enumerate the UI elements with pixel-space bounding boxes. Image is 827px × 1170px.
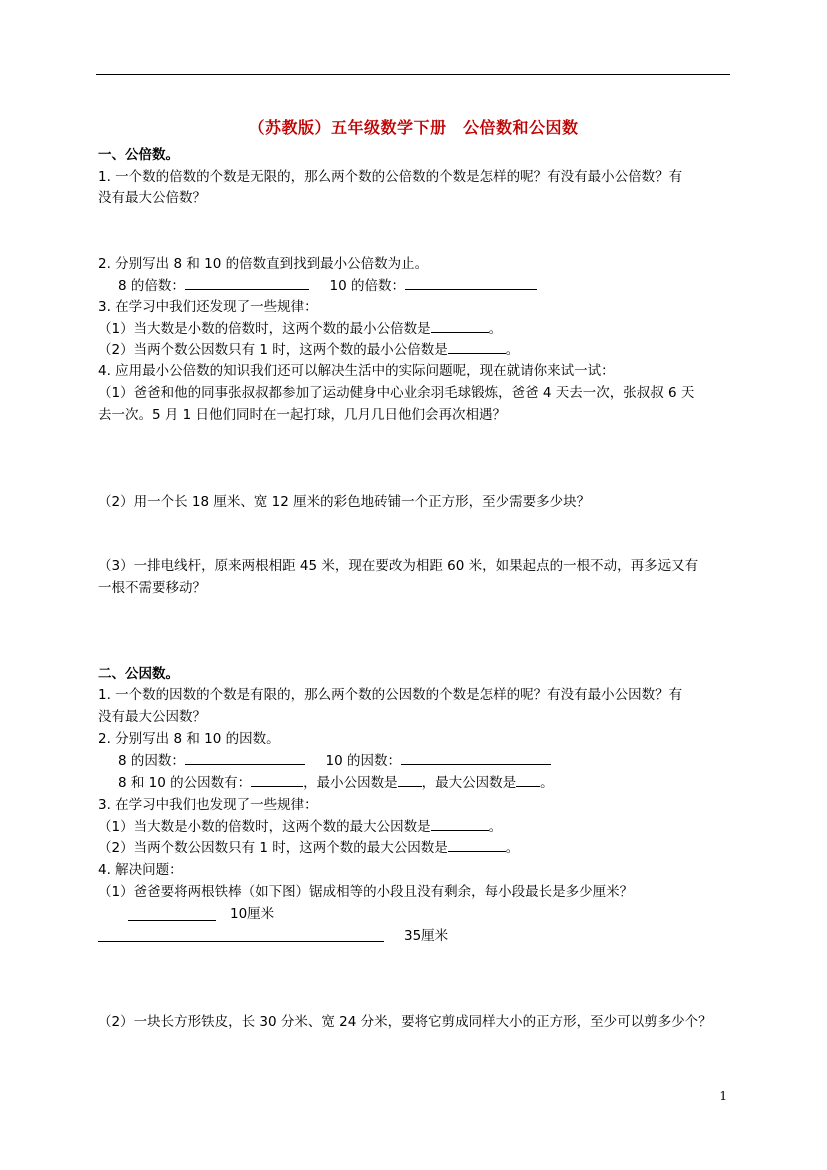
factors-of-10-blank[interactable] (401, 752, 551, 765)
sec2-q3-rule1 (98, 818, 502, 836)
sec1-q3: 3. 在学习中我们还发现了一些规律： (98, 299, 318, 315)
max-common-factor-label: ，最大公因数是 (421, 775, 517, 791)
multiples-of-10-label: 10 的倍数： (329, 278, 405, 294)
factors-of-8-label: 8 的因数： (118, 753, 185, 769)
period: 。 (505, 342, 520, 358)
section1-heading: 一、公倍数。 (98, 147, 179, 163)
period: 。 (488, 819, 503, 835)
sec2-q4: 4. 解决问题： (98, 862, 183, 878)
header-rule (96, 74, 730, 75)
min-common-factor-label: ，最小公因数是 (303, 775, 398, 791)
rod-long-label: 35厘米 (404, 928, 449, 944)
sec1-q3-rule2 (98, 341, 519, 359)
sec1-q4: 4. 应用最小公倍数的知识我们还可以解决生活中的实际问题呢，现在就请你来试一试： (98, 363, 615, 379)
sec1-q4-3-line1: （3）一排电线杆，原来两根相距 45 米，现在要改为相距 60 米，如果起点的一根不动，再多远又有 (98, 558, 699, 574)
sec2-q4-2: （2）一块长方形铁皮，长 30 分米、宽 24 分米，要将它剪成同样大小的正方形，至少可以剪多少个？ (98, 1014, 712, 1030)
sec1-q4-1-line2: 去一次。5 月 1 日他们同时在一起打球，几月几日他们会再次相遇？ (98, 407, 507, 423)
sec1-q3-rule1 (98, 320, 502, 338)
sec2-q1-line2: 没有最大公因数？ (98, 709, 206, 725)
sec2-q2-common-row (118, 774, 554, 792)
min-common-factor-blank[interactable] (398, 774, 422, 787)
rod-short-label: 10厘米 (230, 906, 275, 922)
factors-of-10-label: 10 的因数： (325, 753, 401, 769)
period: 。 (540, 775, 554, 791)
sec1-q3-rule1-text: （1）当大数是小数的倍数时，这两个数的最小公倍数是 (98, 321, 431, 337)
multiples-of-8-blank[interactable] (185, 277, 309, 290)
period: 。 (505, 840, 520, 856)
sec2-q3-rule1-text: （1）当大数是小数的倍数时，这两个数的最大公因数是 (98, 819, 431, 835)
iron-rod-long (98, 941, 384, 942)
sec2-q3-rule2 (98, 839, 519, 857)
sec2-q2-factors-row (118, 752, 551, 770)
sec1-q3-rule2-blank[interactable] (448, 341, 506, 354)
sec2-q3-rule1-blank[interactable] (431, 818, 489, 831)
sec1-q1-line1: 1. 一个数的倍数的个数是无限的，那么两个数的公倍数的个数是怎样的呢？有没有最小公倍数？有 (98, 169, 683, 185)
sec1-q3-rule2-text: （2）当两个数公因数只有 1 时，这两个数的最小公倍数是 (98, 342, 448, 358)
sec1-q1-line2: 没有最大公倍数？ (98, 190, 206, 206)
common-factors-label: 8 和 10 的公因数有： (118, 775, 252, 791)
iron-rod-short (128, 920, 216, 921)
period: 。 (488, 321, 503, 337)
sec2-q3-rule2-text: （2）当两个数公因数只有 1 时，这两个数的最大公因数是 (98, 840, 448, 856)
sec1-q3-rule1-blank[interactable] (431, 320, 489, 333)
sec1-q4-2: （2）用一个长 18 厘米、宽 12 厘米的彩色地砖铺一个正方形，至少需要多少块？ (98, 494, 591, 510)
sec2-q4-1: （1）爸爸要将两根铁棒（如下图）锯成相等的小段且没有剩余，每小段最长是多少厘米？ (98, 884, 634, 900)
multiples-of-10-blank[interactable] (405, 277, 537, 290)
page-title: （苏教版）五年级数学下册 公倍数和公因数 (248, 118, 579, 137)
sec2-q1-line1: 1. 一个数的因数的个数是有限的，那么两个数的公因数的个数是怎样的呢？有没有最小公因数？有 (98, 687, 683, 703)
max-common-factor-blank[interactable] (516, 774, 540, 787)
common-factors-blank[interactable] (251, 774, 303, 787)
multiples-of-8-label: 8 的倍数： (118, 278, 185, 294)
sec2-q3: 3. 在学习中我们也发现了一些规律： (98, 797, 318, 813)
sec1-q4-1-line1: （1）爸爸和他的同事张叔叔都参加了运动健身中心业余羽毛球锻炼，爸爸 4 天去一次，张叔叔 6 天 (98, 385, 695, 401)
sec2-q2: 2. 分别写出 8 和 10 的因数。 (98, 731, 280, 747)
section2-heading: 二、公因数。 (98, 666, 179, 682)
factors-of-8-blank[interactable] (185, 752, 305, 765)
sec2-q3-rule2-blank[interactable] (448, 839, 506, 852)
page-number: 1 (719, 1089, 727, 1103)
sec1-q4-3-line2: 一根不需要移动？ (98, 580, 206, 596)
sec1-q2-multiples-row (118, 277, 537, 295)
sec1-q2: 2. 分别写出 8 和 10 的倍数直到找到最小公倍数为止。 (98, 256, 429, 272)
